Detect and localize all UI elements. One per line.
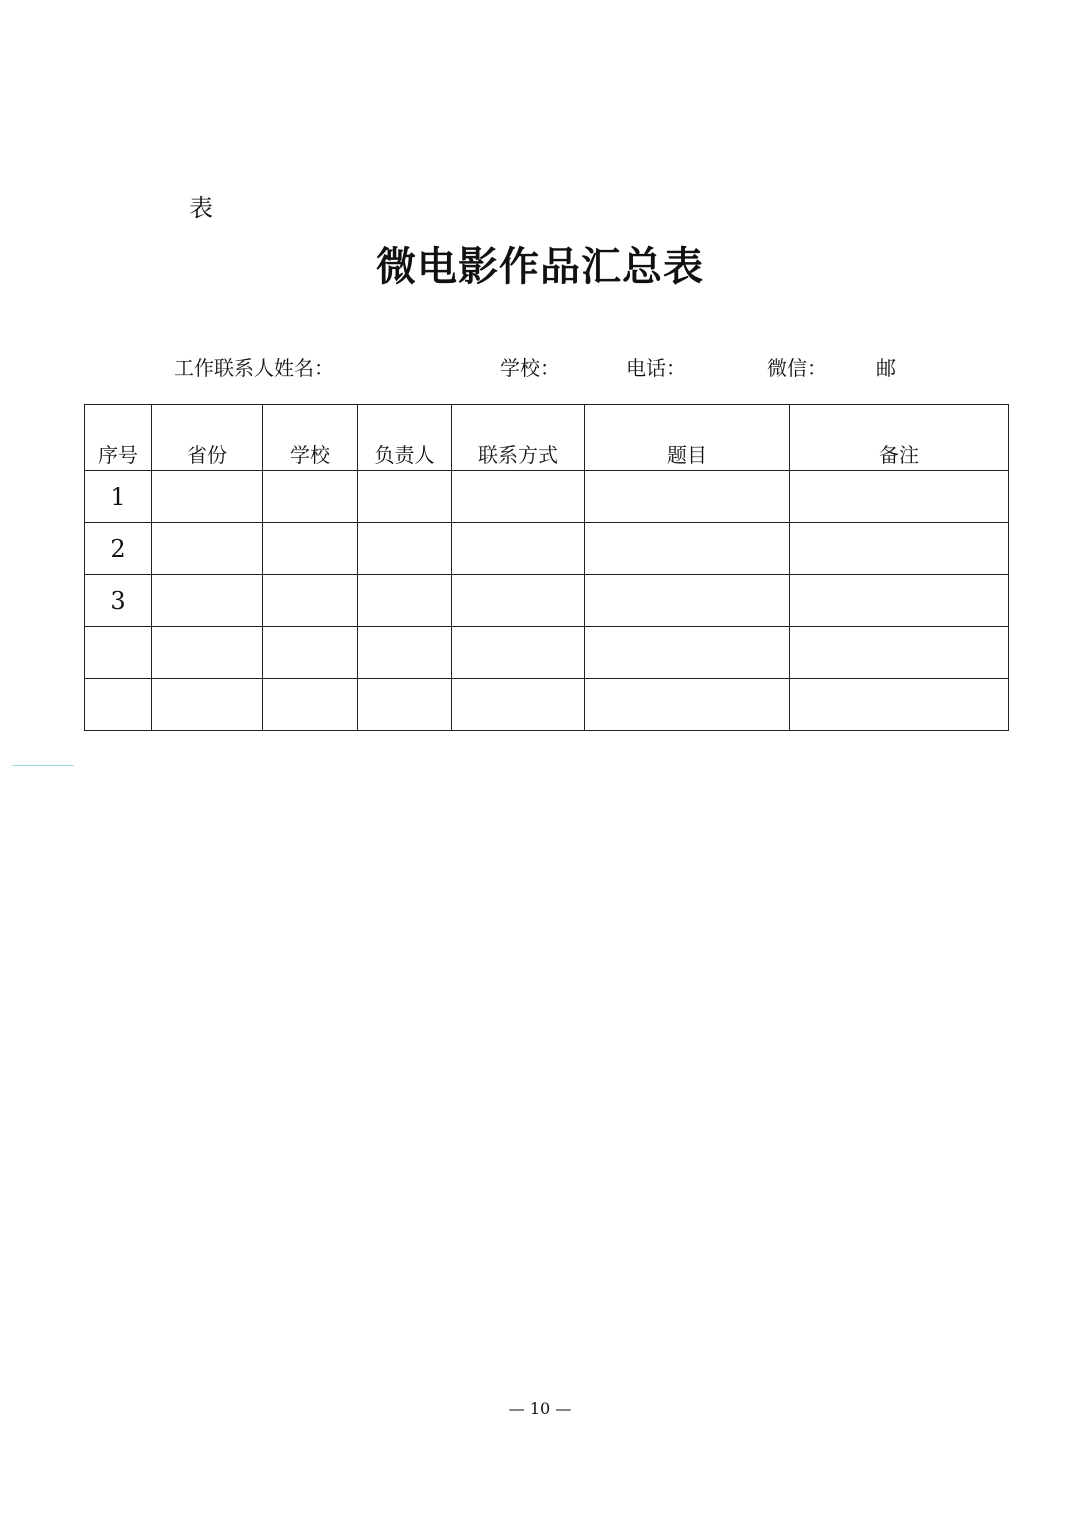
table-cell (790, 627, 1009, 679)
table-cell (152, 471, 263, 523)
table-cell: 2 (85, 523, 152, 575)
table-cell (263, 575, 358, 627)
table-cell (152, 679, 263, 731)
phone-label: 电话： (626, 356, 686, 380)
table-cell (452, 575, 585, 627)
email-label-partial: 邮 (876, 356, 896, 380)
column-header-contact: 联系方式 (452, 405, 585, 471)
table-cell (85, 679, 152, 731)
summary-table (84, 404, 1009, 731)
table-cell (585, 471, 790, 523)
table-cell (263, 627, 358, 679)
contact-name-label: 工作联系人姓名： (174, 356, 334, 380)
column-header-province: 省份 (152, 405, 263, 471)
table-cell (263, 679, 358, 731)
table-cell (152, 523, 263, 575)
table-cell (452, 471, 585, 523)
wechat-label: 微信： (767, 356, 827, 380)
table-cell: 1 (85, 471, 152, 523)
table-cell (585, 575, 790, 627)
page-number: — 10 — (508, 1399, 572, 1418)
table-cell (152, 627, 263, 679)
table-row (85, 523, 1009, 575)
column-header-index: 序号 (85, 405, 152, 471)
table-cell (263, 523, 358, 575)
column-header-person-in-charge: 负责人 (358, 405, 452, 471)
table-cell (85, 627, 152, 679)
table-row (85, 575, 1009, 627)
table-cell (358, 575, 452, 627)
scan-artifact-line (12, 765, 74, 766)
column-header-title: 题目 (585, 405, 790, 471)
column-header-remarks: 备注 (790, 405, 1009, 471)
table-cell (452, 523, 585, 575)
table-cell (452, 627, 585, 679)
attachment-label: 表 (189, 194, 213, 222)
table-header-row (85, 405, 1009, 471)
table-cell (263, 471, 358, 523)
table-cell (585, 627, 790, 679)
document-title: 微电影作品汇总表 (376, 243, 704, 290)
table-cell (152, 575, 263, 627)
table-row (85, 471, 1009, 523)
table-cell (585, 679, 790, 731)
table-cell: 3 (85, 575, 152, 627)
table-cell (358, 471, 452, 523)
table-cell (790, 575, 1009, 627)
table-cell (790, 471, 1009, 523)
table-row (85, 679, 1009, 731)
table-cell (358, 523, 452, 575)
table-cell (790, 679, 1009, 731)
table-cell (358, 679, 452, 731)
table-cell (358, 627, 452, 679)
school-label: 学校： (500, 356, 560, 380)
column-header-school: 学校 (263, 405, 358, 471)
table-cell (585, 523, 790, 575)
table-row (85, 627, 1009, 679)
table-cell (452, 679, 585, 731)
table-cell (790, 523, 1009, 575)
